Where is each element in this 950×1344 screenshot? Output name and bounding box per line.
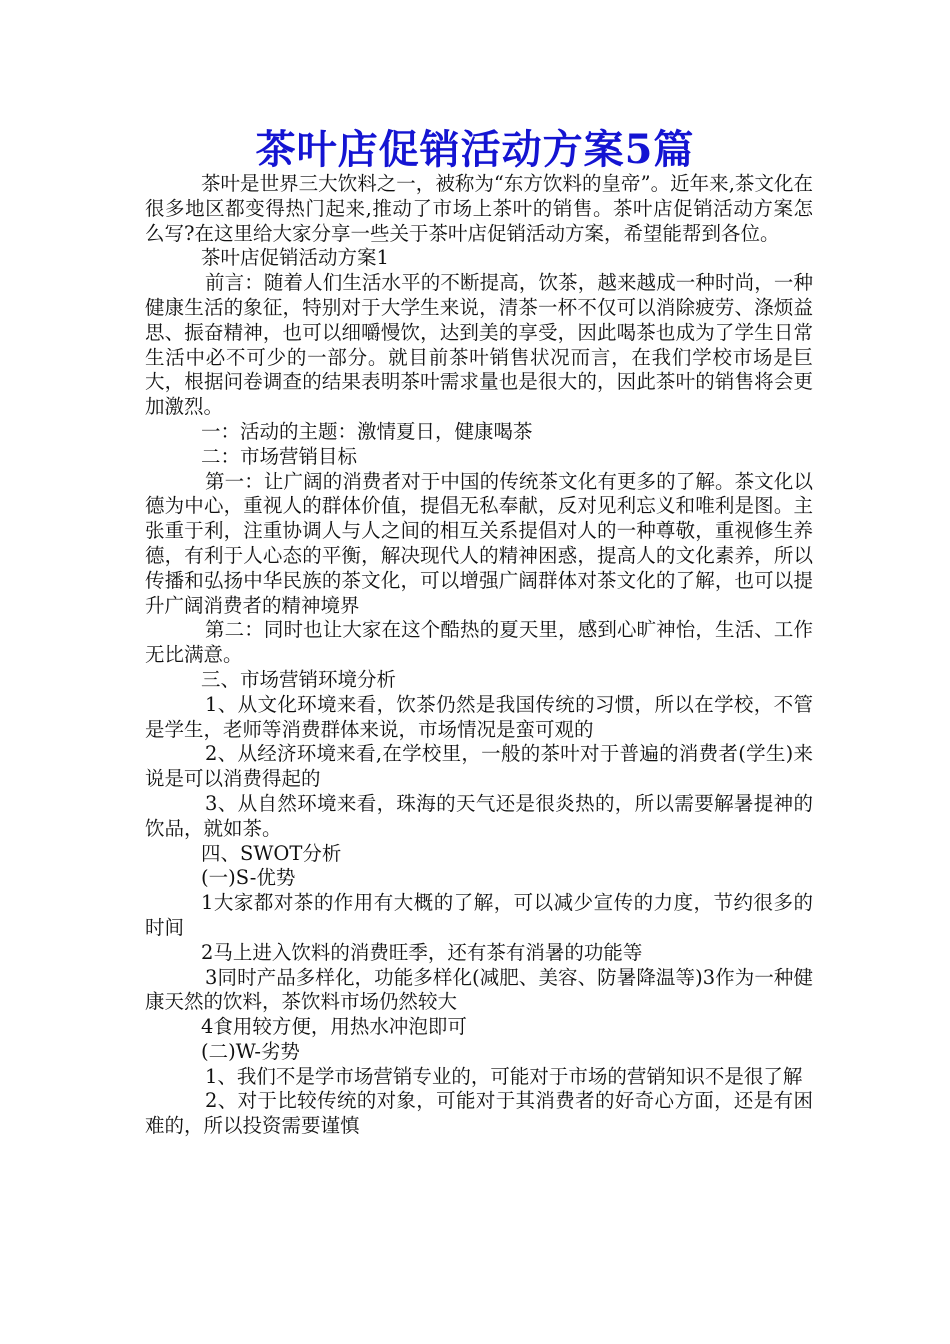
document-title: 茶叶店促销活动方案5篇	[255, 126, 695, 173]
heading-marketing-goals: 二：市场营销目标	[201, 444, 358, 468]
paragraph-goal-1: 第一：让广阔的消费者对于中国的传统茶文化有更多的了解。茶文化以德为中心，重视人的群体价值，提倡无私奉献，反对见利忘义和唯利是图。主张重于利，注重协调人与人之间的相互关系提倡对人的一种尊敬，重视修生养德，有利于人心态的平衡，解决现代人的精神困惑，提高人的文化素养，所以传播和弘扬中华民族的茶文化，可以增强广阔群体对茶文化的了解，也可以提升广阔消费者的精神境界	[145, 469, 813, 617]
heading-environment-analysis: 三、市场营销环境分析	[201, 667, 397, 691]
heading-weaknesses: (二)W-劣势	[201, 1039, 300, 1063]
list-item-weakness-1: 1、我们不是学市场营销专业的，可能对于市场的营销知识不是很了解	[205, 1064, 803, 1088]
paragraph-intro: 茶叶是世界三大饮料之一，被称为“东方饮料的皇帝”。近年来,茶文化在很多地区都变得热门起来,推动了市场上茶叶的销售。茶叶店促销活动方案怎么写?在这里给大家分享一些关于茶叶店促销活动方案，希望能帮到各位。	[145, 172, 813, 245]
list-item-strength-1: 1大家都对茶的作用有大概的了解，可以减少宣传的力度，节约很多的时间	[145, 891, 813, 939]
paragraph-preface: 前言：随着人们生活水平的不断提高，饮茶，越来越成一种时尚，一种健康生活的象征，特别对于大学生来说，清茶一杯不仅可以消除疲劳、涤烦益思、振奋精神，也可以细嚼慢饮，达到美的享受，因此喝茶也成为了学生日常生活中必不可少的一部分。就目前茶叶销售状况而言，在我们学校市场是巨大，根据问卷调查的结果表明茶叶需求量也是很大的，因此茶叶的销售将会更加激烈。	[145, 271, 813, 419]
heading-swot: 四、SWOT分析	[201, 841, 342, 865]
heading-strengths: (一)S-优势	[201, 866, 296, 890]
paragraph-env-economy: 2、从经济环境来看,在学校里，一般的茶叶对于普遍的消费者(学生)来说是可以消费得起的	[145, 742, 813, 791]
list-item-strength-3: 3同时产品多样化，功能多样化(减肥、美容、防暑降温等)3作为一种健康天然的饮料，茶饮料市场仍然较大	[145, 965, 813, 1014]
list-item-strength-4: 4食用较方便，用热水冲泡即可	[201, 1015, 467, 1039]
section-heading-plan-1: 茶叶店促销活动方案1	[201, 246, 389, 270]
paragraph-env-culture: 1、从文化环境来看，饮茶仍然是我国传统的习惯，所以在学校，不管是学生，老师等消费群体来说，市场情况是蛮可观的	[145, 692, 813, 741]
heading-activity-theme: 一：活动的主题：激情夏日，健康喝茶	[201, 419, 533, 443]
list-item-strength-2: 2马上进入饮料的消费旺季，还有茶有消暑的功能等	[201, 940, 643, 964]
document-body	[145, 172, 813, 1139]
list-item-weakness-2: 2、对于比较传统的对象，可能对于其消费者的好奇心方面，还是有困难的，所以投资需要谨慎	[145, 1089, 813, 1138]
paragraph-env-nature: 3、从自然环境来看，珠海的天气还是很炎热的，所以需要解暑提神的饮品，就如茶。	[145, 791, 813, 840]
paragraph-goal-2: 第二：同时也让大家在这个酷热的夏天里，感到心旷神怡，生活、工作无比满意。	[145, 618, 813, 667]
